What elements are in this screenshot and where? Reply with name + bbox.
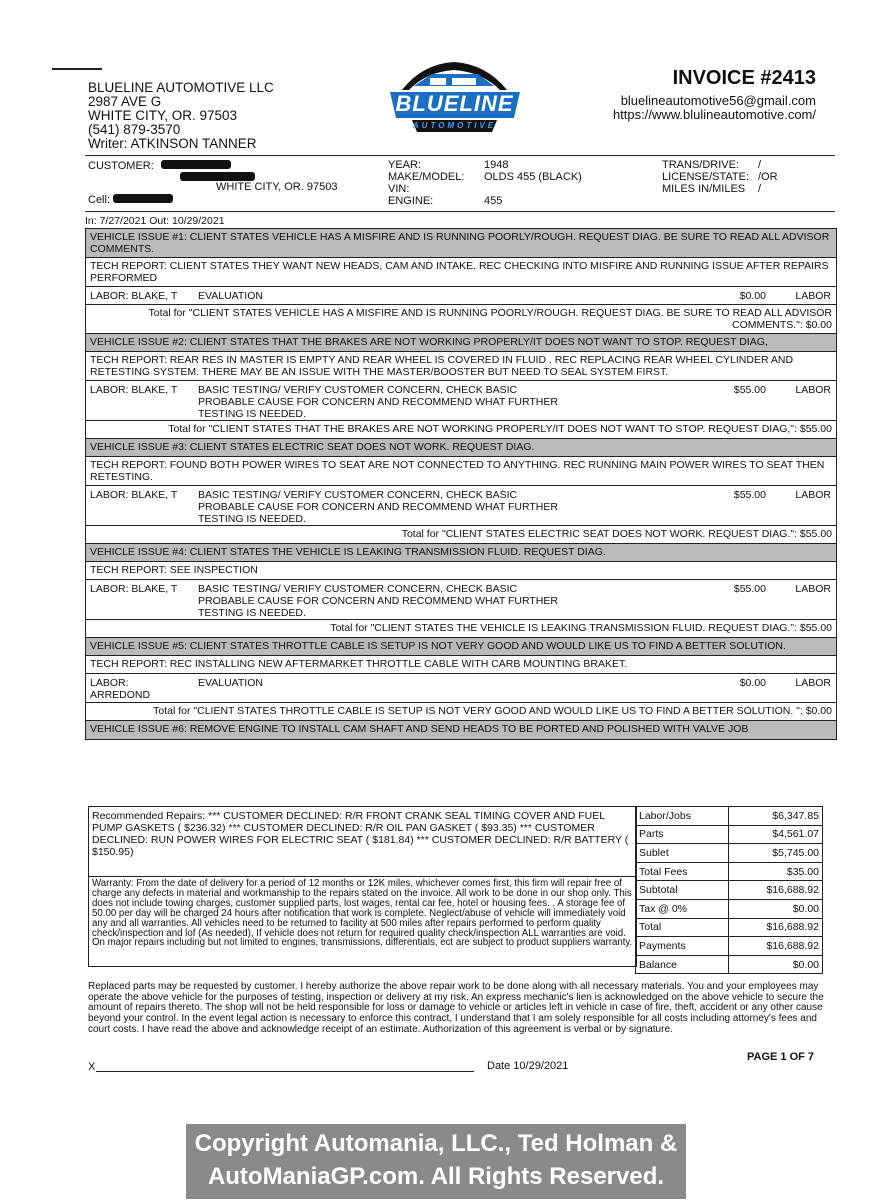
summary-section [88, 806, 823, 971]
issue-header: VEHICLE ISSUE #1: CLIENT STATES VEHICLE HAS A MISFIRE AND IS RUNNING POORLY/ROUGH. REQUEST DIAG. BE SURE TO READ ALL ADVISOR COMMENTS. [86, 229, 836, 258]
labor-line [86, 674, 836, 703]
labor-desc: EVALUATION [198, 677, 263, 689]
labor-tech: LABOR: BLAKE, T [90, 583, 178, 595]
signature-line [96, 1071, 474, 1072]
labor-tech: LABOR: BLAKE, T [90, 489, 178, 501]
totals-row [636, 899, 823, 918]
logo-text: BLUELINE [395, 91, 514, 116]
company-city: WHITE CITY, OR. 97503 [88, 108, 238, 123]
totals-label: Parts [636, 825, 729, 844]
issue-header: VEHICLE ISSUE #2: CLIENT STATES THAT THE BRAKES ARE NOT WORKING PROPERLY/IT DOES NOT WANT TO STOP. REQUEST DIAG, [86, 334, 836, 352]
company-phone: (541) 879-3570 [88, 122, 181, 137]
issue-header: VEHICLE ISSUE #4: CLIENT STATES THE VEHICLE IS LEAKING TRANSMISSION FLUID. REQUEST DIAG. [86, 544, 836, 562]
issue-total: Total for "CLIENT STATES VEHICLE HAS A MISFIRE AND IS RUNNING POORLY/ROUGH. REQUEST DIAG. BE SURE TO READ ALL ADVISOR COMMENTS.": $0.00 [86, 305, 836, 334]
totals-value: $6,347.85 [729, 807, 823, 826]
labor-line [86, 486, 836, 526]
totals-value: $16,688.92 [729, 937, 823, 956]
customer-block [88, 160, 368, 210]
totals-row [636, 807, 823, 826]
totals-value: $16,688.92 [729, 918, 823, 937]
year-value: 1948 [484, 159, 509, 171]
engine-label: ENGINE: [388, 195, 434, 207]
labor-type: LABOR [795, 489, 831, 501]
license-label: LICENSE/STATE: [662, 171, 750, 183]
license-value: /OR [758, 171, 778, 183]
recommended-repairs [88, 806, 637, 877]
vehicle-block [388, 159, 582, 207]
labor-desc: EVALUATION [198, 290, 263, 302]
totals-label: Tax @ 0% [636, 899, 729, 918]
totals-value: $35.00 [729, 862, 823, 881]
trans-label: TRANS/DRIVE: [662, 159, 740, 171]
trans-block [662, 159, 812, 195]
totals-table [635, 806, 823, 974]
company-website: https://www.blulineautomotive.com/ [612, 107, 816, 122]
totals-value: $5,745.00 [729, 844, 823, 863]
signature-date: Date 10/29/2021 [487, 1060, 569, 1072]
labor-amount: $55.00 [733, 583, 766, 595]
miles-label: MILES IN/MILES [662, 183, 746, 195]
engine-value: 455 [484, 195, 503, 207]
labor-amount: $0.00 [739, 677, 766, 689]
labor-desc: BASIC TESTING/ VERIFY CUSTOMER CONCERN, CHECK BASIC PROBABLE CAUSE FOR CONCERN AND RECOMMEND WHAT FURTHER TESTING IS NEEDED. [198, 384, 558, 420]
customer-name-redacted [161, 160, 231, 169]
issues-table [85, 228, 837, 740]
labor-amount: $55.00 [733, 384, 766, 396]
tech-report: TECH REPORT: REC INSTALLING NEW AFTERMARKET THROTTLE CABLE WITH CARB MOUNTING BRAKET. [86, 656, 836, 674]
in-out-dates: In: 7/27/2021 Out: 10/29/2021 [85, 215, 225, 227]
customer-city: WHITE CITY, OR. 97503 [216, 181, 338, 193]
totals-row [636, 955, 823, 974]
totals-value: $0.00 [729, 899, 823, 918]
totals-row [636, 918, 823, 937]
customer-label: CUSTOMER: [88, 160, 154, 172]
tech-report: TECH REPORT: SEE INSPECTION [86, 562, 836, 580]
page-number: PAGE 1 OF 7 [747, 1051, 815, 1063]
totals-label: Subtotal [636, 881, 729, 900]
warranty-box [88, 876, 637, 967]
labor-line [86, 580, 836, 620]
totals-label: Total Fees [636, 862, 729, 881]
copyright-watermark [186, 1124, 686, 1199]
watermark-line-1: Copyright Automania, LLC., Ted Holman & [194, 1130, 678, 1157]
authorization-text: Replaced parts may be requested by customer. I hereby authorize the above repair work to be done along with all necessary materials. You and your employees may operate the above vehicle for the purposes of testing, inspection or delivery at my risk. An express mechanic's lien is acknowledged on the above vehicle to secure the amount of repairs thereto. The shop will not be held responsible for loss or damage to vehicle or articles left in vehicle in case of fire, theft, accident or any other cause beyond your control. In the event legal action is necessary to enforce this contract, I understand that I am solely responsible for all costs including attorney's fees and court costs. I have read the above and acknowledge receipt of an estimate. Authorization of this agreement is verbal or by signature. [88, 981, 824, 1035]
labor-type: LABOR [795, 677, 831, 689]
year-label: YEAR: [388, 159, 422, 171]
company-street: 2987 AVE G [88, 94, 162, 109]
labor-tech: LABOR: BLAKE, T [90, 290, 178, 302]
labor-desc: BASIC TESTING/ VERIFY CUSTOMER CONCERN, CHECK BASIC PROBABLE CAUSE FOR CONCERN AND RECOMMEND WHAT FURTHER TESTING IS NEEDED. [198, 583, 558, 619]
logo-subtext: AUTOMOTIVE [412, 121, 497, 130]
labor-desc: BASIC TESTING/ VERIFY CUSTOMER CONCERN, CHECK BASIC PROBABLE CAUSE FOR CONCERN AND RECOMMEND WHAT FURTHER TESTING IS NEEDED. [198, 489, 558, 525]
writer: Writer: ATKINSON TANNER [88, 136, 257, 151]
totals-label: Balance [636, 955, 729, 974]
totals-value: $0.00 [729, 955, 823, 974]
miles-value: / [758, 183, 762, 195]
labor-amount: $0.00 [739, 290, 766, 302]
issue-total: Total for "CLIENT STATES THAT THE BRAKES ARE NOT WORKING PROPERLY/IT DOES NOT WANT TO STOP. REQUEST DIAG,": $55.00 [86, 421, 836, 439]
tech-report: TECH REPORT: CLIENT STATES THEY WANT NEW HEADS, CAM AND INTAKE. REC CHECKING INTO MISFIRE AND RUNNING ISSUE AFTER REPAIRS PERFORMED [86, 258, 836, 287]
cell-label: Cell: [88, 194, 111, 206]
invoice-title: INVOICE #2413 [672, 67, 816, 89]
blueline-logo [382, 60, 527, 140]
totals-row [636, 881, 823, 900]
labor-tech: LABOR: ARREDOND [90, 677, 151, 701]
issue-total: Total for "CLIENT STATES THE VEHICLE IS LEAKING TRANSMISSION FLUID. REQUEST DIAG.": $55.00 [86, 620, 836, 638]
tech-report: TECH REPORT: REAR RES IN MASTER IS EMPTY AND REAR WHEEL IS COVERED IN FLUID . REC REPLACING REAR WHEEL CYLINDER AND RETESTING SYSTEM. THERE MAY BE AN ISSUE WITH THE MASTER/BOOSTER BUT NEED TO SEAL SYSTEM FIRST. [86, 352, 836, 381]
cell-number-redacted [113, 194, 173, 203]
totals-row [636, 937, 823, 956]
totals-row [636, 862, 823, 881]
labor-amount: $55.00 [733, 489, 766, 501]
issue-header: VEHICLE ISSUE #5: CLIENT STATES THROTTLE CABLE IS SETUP IS NOT VERY GOOD AND WOULD LIKE US TO FIND A BETTER SOLUTION. [86, 638, 836, 656]
totals-row [636, 825, 823, 844]
header-divider-bottom [85, 211, 835, 212]
totals-label: Payments [636, 937, 729, 956]
company-email: bluelineautomotive56@gmail.com [620, 93, 816, 108]
issue-header: VEHICLE ISSUE #6: REMOVE ENGINE TO INSTALL CAM SHAFT AND SEND HEADS TO BE PORTED AND POLISHED WITH VALVE JOB [86, 721, 836, 739]
labor-tech: LABOR: BLAKE, T [90, 384, 178, 396]
totals-value: $4,561.07 [729, 825, 823, 844]
labor-line [86, 381, 836, 421]
watermark-line-2: AutoManiaGP.com. All Rights Reserved. [207, 1163, 665, 1190]
pen-mark [52, 68, 102, 70]
warranty-text: Warranty: From the date of delivery for a period of 12 months or 12K miles, whichever comes first, this firm will repair free of charge any defects in material and workmanship to the repairs stated on the invoice. All work to be done in our shop only. This does not include towing charges, customer supplied parts, lost wages, rental car fee, hotel or housing fees. . A storage fee of 50.00 per day will be charged 24 hours after notification that work is complete. Neglect/abuse of vehicle will immediately void any and all warranties. All vehicles need to be returned to facility at 500 miles after repairs performed to perform quality check/inspection and lof (As needed), If vehicle does not return for required quality check/inspection ALL warranties are void. On major repairs including but not limited to engines, transmissions, differentials, ect are subject to product suppliers warranty. [92, 878, 633, 949]
issue-total: Total for "CLIENT STATES THROTTLE CABLE IS SETUP IS NOT VERY GOOD AND WOULD LIKE US TO FIND A BETTER SOLUTION. ": $0.00 [86, 703, 836, 721]
trans-value: / [758, 159, 762, 171]
tech-report: TECH REPORT: FOUND BOTH POWER WIRES TO SEAT ARE NOT CONNECTED TO ANYTHING. REC RUNNING MAIN POWER WIRES TO SEAT THEN RETESTING. [86, 457, 836, 486]
totals-label: Total [636, 918, 729, 937]
labor-line [86, 287, 836, 305]
make-value: OLDS 455 (BLACK) [484, 171, 582, 183]
labor-type: LABOR [795, 290, 831, 302]
labor-type: LABOR [795, 583, 831, 595]
make-label: MAKE/MODEL: [388, 171, 465, 183]
vin-label: VIN: [388, 183, 410, 195]
labor-type: LABOR [795, 384, 831, 396]
issue-header: VEHICLE ISSUE #3: CLIENT STATES ELECTRIC SEAT DOES NOT WORK. REQUEST DIAG. [86, 439, 836, 457]
totals-row [636, 844, 823, 863]
recommended-text: Recommended Repairs: *** CUSTOMER DECLINED: R/R FRONT CRANK SEAL TIMING COVER AND FUEL PUMP GASKETS ( $236.32) *** CUSTOMER DECLINED: R/R OIL PAN GASKET ( $93.35) *** CUSTOMER DECLINED: RUN POWER WIRES FOR ELECTRIC SEAT ( $181.84) *** CUSTOMER DECLINED: R/R BATTERY ( $150.95) [92, 810, 629, 858]
signature-x: X [88, 1061, 96, 1073]
totals-label: Labor/Jobs [636, 807, 729, 826]
totals-label: Sublet [636, 844, 729, 863]
header-divider-top [85, 155, 835, 156]
totals-value: $16,688.92 [729, 881, 823, 900]
issue-total: Total for "CLIENT STATES ELECTRIC SEAT DOES NOT WORK. REQUEST DIAG.": $55.00 [86, 526, 836, 544]
company-name: BLUELINE AUTOMOTIVE LLC [88, 80, 274, 95]
customer-cell [88, 194, 173, 206]
company-info [88, 81, 274, 151]
